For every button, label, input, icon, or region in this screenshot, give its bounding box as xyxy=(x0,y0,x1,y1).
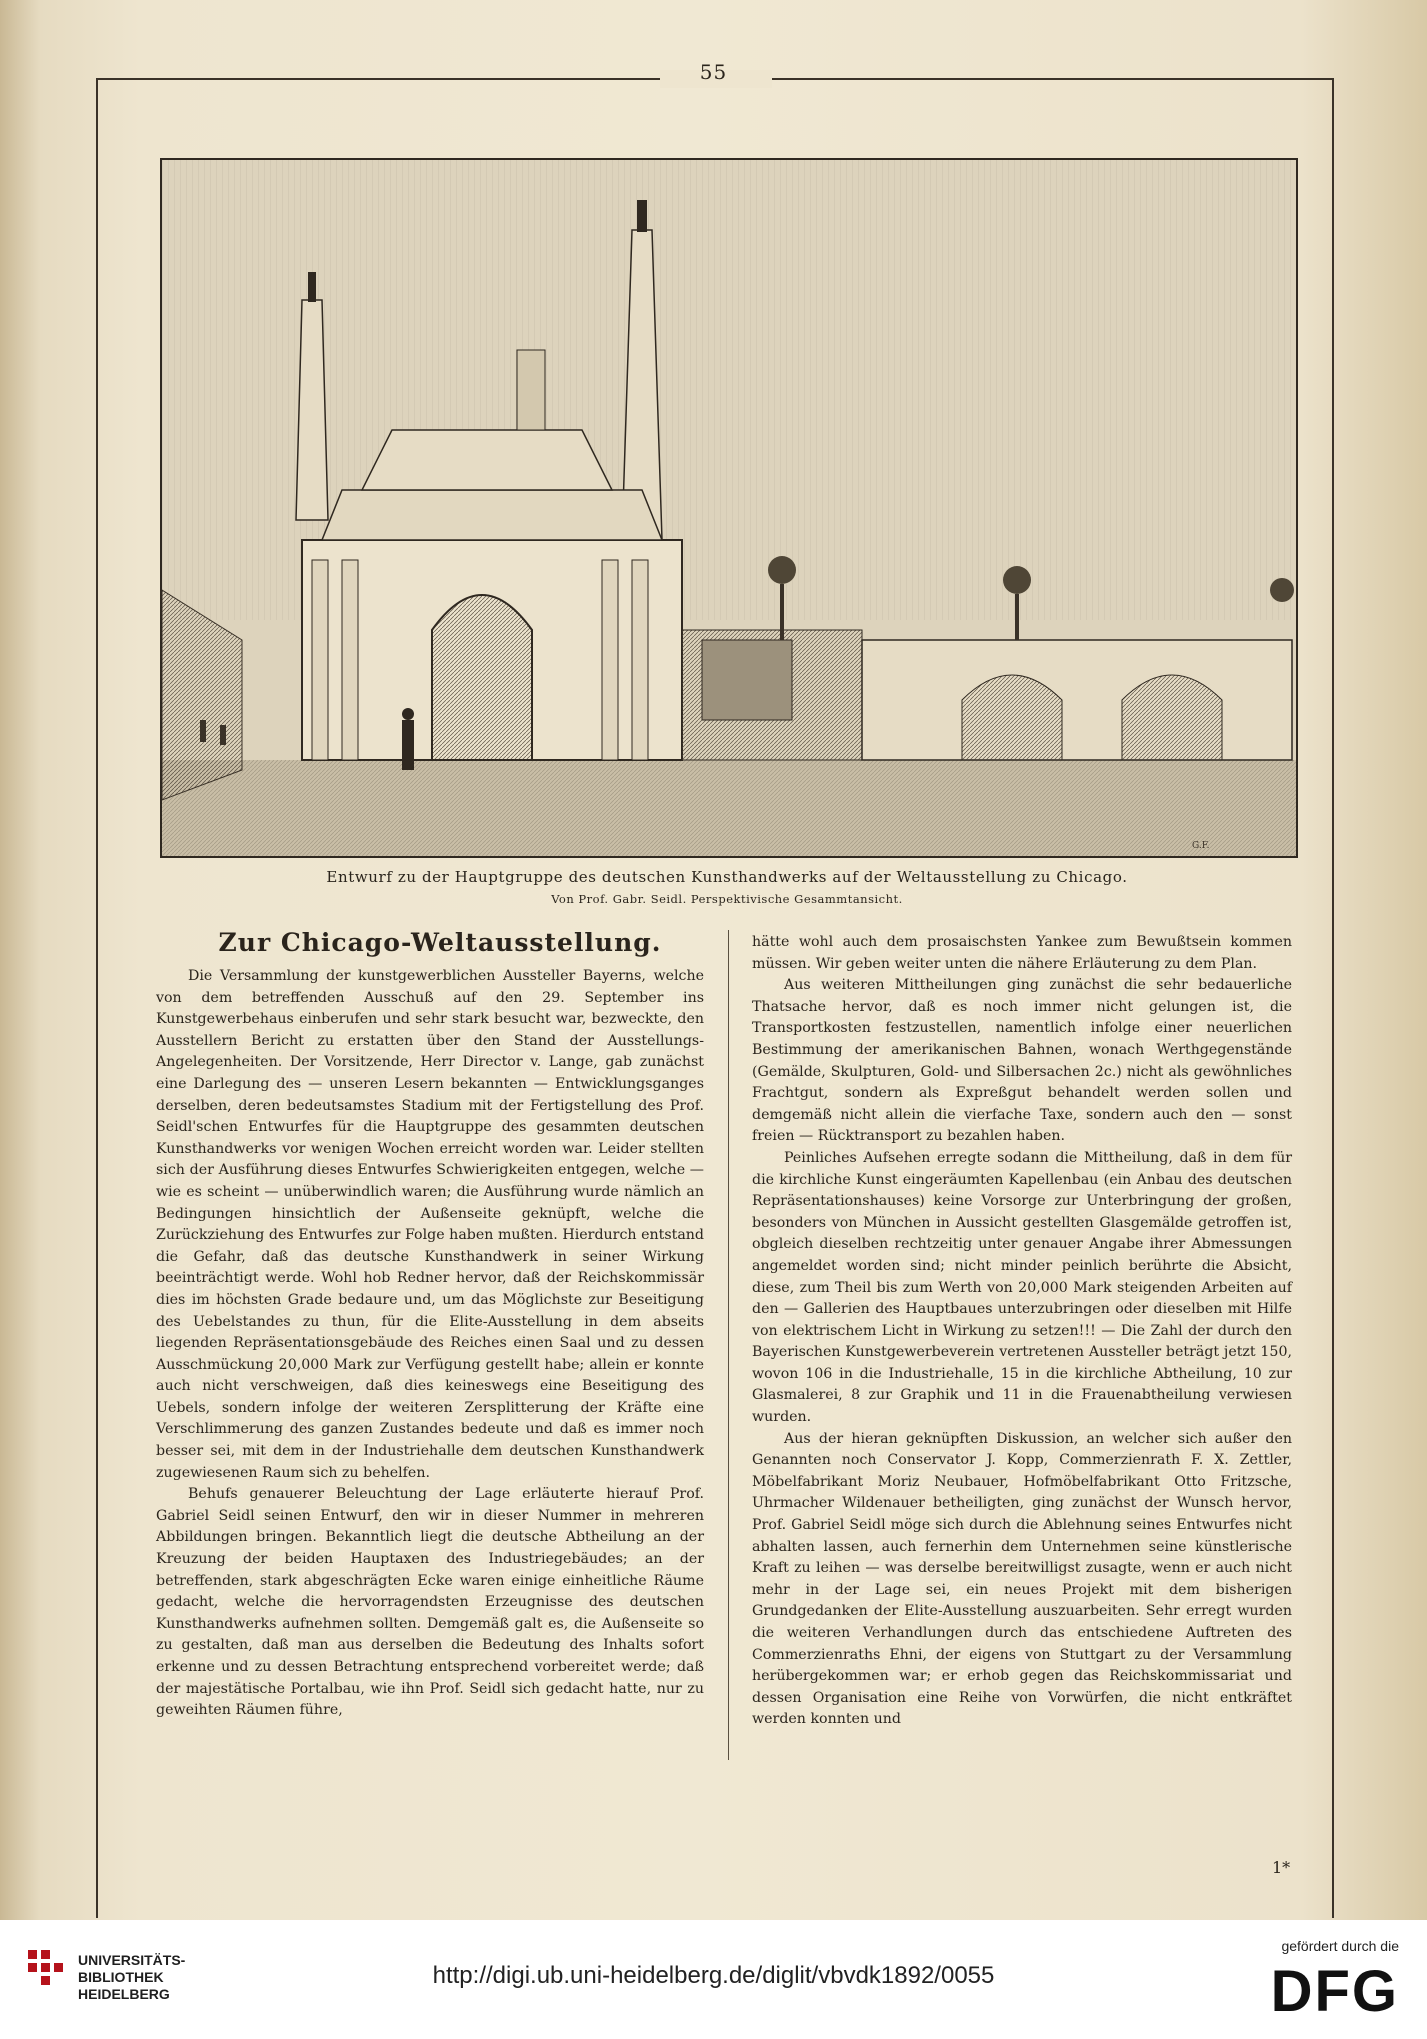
figure-credit: Von Prof. Gabr. Seidl. Perspektivische Gesammtansicht. xyxy=(551,892,903,906)
article-paragraph: Peinliches Aufsehen erregte sodann die Mittheilung, daß in dem für die kirchliche Kunst eingeräumten Kapellenbau (ein Anbau des deutschen Repräsentationshauses) keine Vorsorge zur Unterbringung der großen, besonders von München in Aussicht gestellten Glasgemälde getroffen ist, obgleich dieselben rechtzeitig unter genauer Angabe ihrer Abmessungen angemeldet worden sind; nicht minder peinlich berührte die Absicht, diese, zum Theil bis zum Werth von 20,000 Mark steigenden Arbeiten auf den — Gallerien des Hauptbaues unterzubringen oder dieselben mit Hilfe von elektrischem Licht in Wirkung zu setzen!!! — Die Zahl der durch den Bayerischen Kunstgewerbeverein vertretenen Aussteller beträgt jetzt 150, wovon 106 in die Industriehalle, 15 in die kirchliche Abtheilung, 10 zur Glasmalerei, 8 zur Graphik und 11 in die Frauenabtheilung verwiesen wurden. xyxy=(752,1149,1292,1426)
frame-left-rule xyxy=(96,78,98,1918)
page-number: 55 xyxy=(699,60,728,84)
permalink-url[interactable]: http://digi.ub.uni-heidelberg.de/diglit/vbvdk1892/0055 xyxy=(432,1962,995,1989)
portal-arch xyxy=(432,595,532,760)
article-paragraph: Behufs genauerer Beleuchtung der Lage erläuterte hierauf Prof. Gabriel Seidl seinen Entwurf, den wir in dieser Nummer in mehreren Abbildungen bringen. Bekanntlich liegt die deutsche Abtheilung an der Kreuzung der beiden Hauptaxen des Industriegebäudes; an der betreffenden, stark abgeschrägten Ecke waren einige einheitliche Räume gedacht, welche die hervorragendsten Erzeugnisse des deutschen Kunsthandwerks aufnehmen sollten. Demgemäß galt es, die Außenseite so zu gestalten, daß man aus derselben die Bedeutung des Inhalts sofort erkenne und zu dessen Betrachtung entsprechend vorbereitet werde; daß der majestätische Portalbau, wie ihn Prof. Seidl sich gedacht hatte, nur zu geweihten Räumen führe, xyxy=(156,1486,704,1719)
article-paragraph: Aus der hieran geknüpften Diskussion, an welcher sich außer den Genannten noch Conservator J. Kopp, Commerzienrath F. X. Zettler, Möbelfabrikant Moriz Neubauer, Hofmöbelfabrikant Otto Fritzsche, Uhrmacher Wildenauer betheiligten, ging zunächst der Wunsch hervor, Prof. Gabriel Seidl möge sich durch die Ablehnung seines Entwurfes nicht abhalten lassen, auch fernerhin dem Unternehmen seine künstlerische Kraft zu leihen — was derselbe bereitwilligst zusagte, wenn er auch nicht mehr in der Lage sei, ein neues Projekt mit dem bisherigen Grundgedanken der Elite-Ausstellung auszuarbeiten. Sehr erregt wurden die weiteren Verhandlungen durch das entschiedene Auftreten des Commerzienraths Ehni, der eigens von Stuttgart zu der Versammlung herübergekommen war; er erhob gegen das Reichskommissariat und dessen Organisation eine Reihe von Vorwürfen, die nicht entkräftet werden konnten und xyxy=(752,1430,1292,1728)
figure-caption: Entwurf zu der Hauptgruppe des deutschen Kunsthandwerks auf der Weltausstellung zu Chicago. xyxy=(326,868,1128,886)
article-paragraph: Die Versammlung der kunstgewerblichen Aussteller Bayerns, welche von dem betreffenden Ausschuß auf den 29. September ins Kunstgewerbehaus einberufen und sehr stark besucht war, bezweckte, den Ausstellern Bericht zu erstatten über den Stand der Ausstellungs-Angelegenheiten. Der Vorsitzende, Herr Director v. Lange, gab zunächst eine Darlegung des — unseren Lesern bekannten — Entwicklungsganges derselben, deren bedeutsamstes Stadium mit der Fertigstellung des Prof. Seidl'schen Entwurfes für die Hauptgruppe des gesammten deutschen Kunsthandwerks vor wenigen Wochen erreicht worden war. Leider stellten sich der Ausführung dieses Entwurfes Schwierigkeiten entgegen, welche — wie es scheint — unüberwindlich waren; die Ausführung wurde nämlich an Bedingungen hinsichtlich der Außenseite geknüpft, welche die Zurückziehung des Entwurfes zur Folge haben mußten. Hierdurch entstand die Gefahr, daß das deutsche Kunsthandwerk in seiner Wirkung beeinträchtigt werde. Wohl hob Redner hervor, daß der Reichskommissär dies im höchsten Grade bedaure und, um das Möglichste zur Beseitigung des Uebelstandes zu thun, für die Elite-Ausstellung in dem abseits liegenden Repräsentationsgebäude des Reiches einen Saal und zu dessen Ausschmückung 20,000 Mark zur Verfügung gestellt habe; allein er konnte auch nicht verschweigen, daß dies keineswegs eine Beseitigung des Uebels, sondern infolge der weiteren Zersplitterung der Kräfte eine Verschlimmerung des ganzen Zustandes bedeute und daß es immer noch besser sei, mit dem in der Industriehalle dem deutschen Kunsthandwerk zugewiesenen Raum sich zu behelfen. xyxy=(156,968,704,1481)
illustration-drawing xyxy=(162,160,1296,856)
dfg-logo: DFG xyxy=(1270,1959,1399,2024)
frame-right-rule xyxy=(1332,78,1334,1918)
article-paragraph: Aus weiteren Mittheilungen ging zunächst die sehr bedauerliche Thatsache hervor, daß es noch immer nicht gelungen ist, die Transportkosten festzustellen, namentlich infolge einer neuerlichen Bestimmung der amerikanischen Bahnen, wonach Werthgegenstände (Gemälde, Skulpturen, Gold- und Silbersachen 2c.) nicht als gewöhnliches Frachtgut, sondern als Expreßgut behandelt werden sollen und demgemäß nicht allein die vierfache Taxe, sondern auch den — sonst freien — Rücktransport zu bezahlen haben. xyxy=(752,977,1292,1145)
signature-mark: 1* xyxy=(1272,1858,1291,1877)
university-library-name: UNIVERSITÄTS- BIBLIOTHEK HEIDELBERG xyxy=(78,1952,186,2002)
funding-label: gefördert durch die xyxy=(1281,1938,1399,1954)
footer-bar xyxy=(0,1920,1427,2039)
article-title: Zur Chicago-Weltausstellung. xyxy=(218,928,662,957)
article-column-right xyxy=(752,932,1292,1731)
article-paragraph-continued: hätte wohl auch dem prosaischsten Yankee zum Bewußtsein kommen müssen. Wir geben weiter unten die nähere Erläuterung zu dem Plan. xyxy=(752,934,1292,972)
svg-text:G.F.: G.F. xyxy=(1192,841,1210,851)
architectural-illustration xyxy=(160,158,1298,858)
column-divider xyxy=(728,930,729,1760)
left-obelisk xyxy=(296,300,328,520)
right-arcade xyxy=(862,640,1292,760)
figure-person xyxy=(402,720,414,770)
article-column-left xyxy=(156,966,704,1722)
